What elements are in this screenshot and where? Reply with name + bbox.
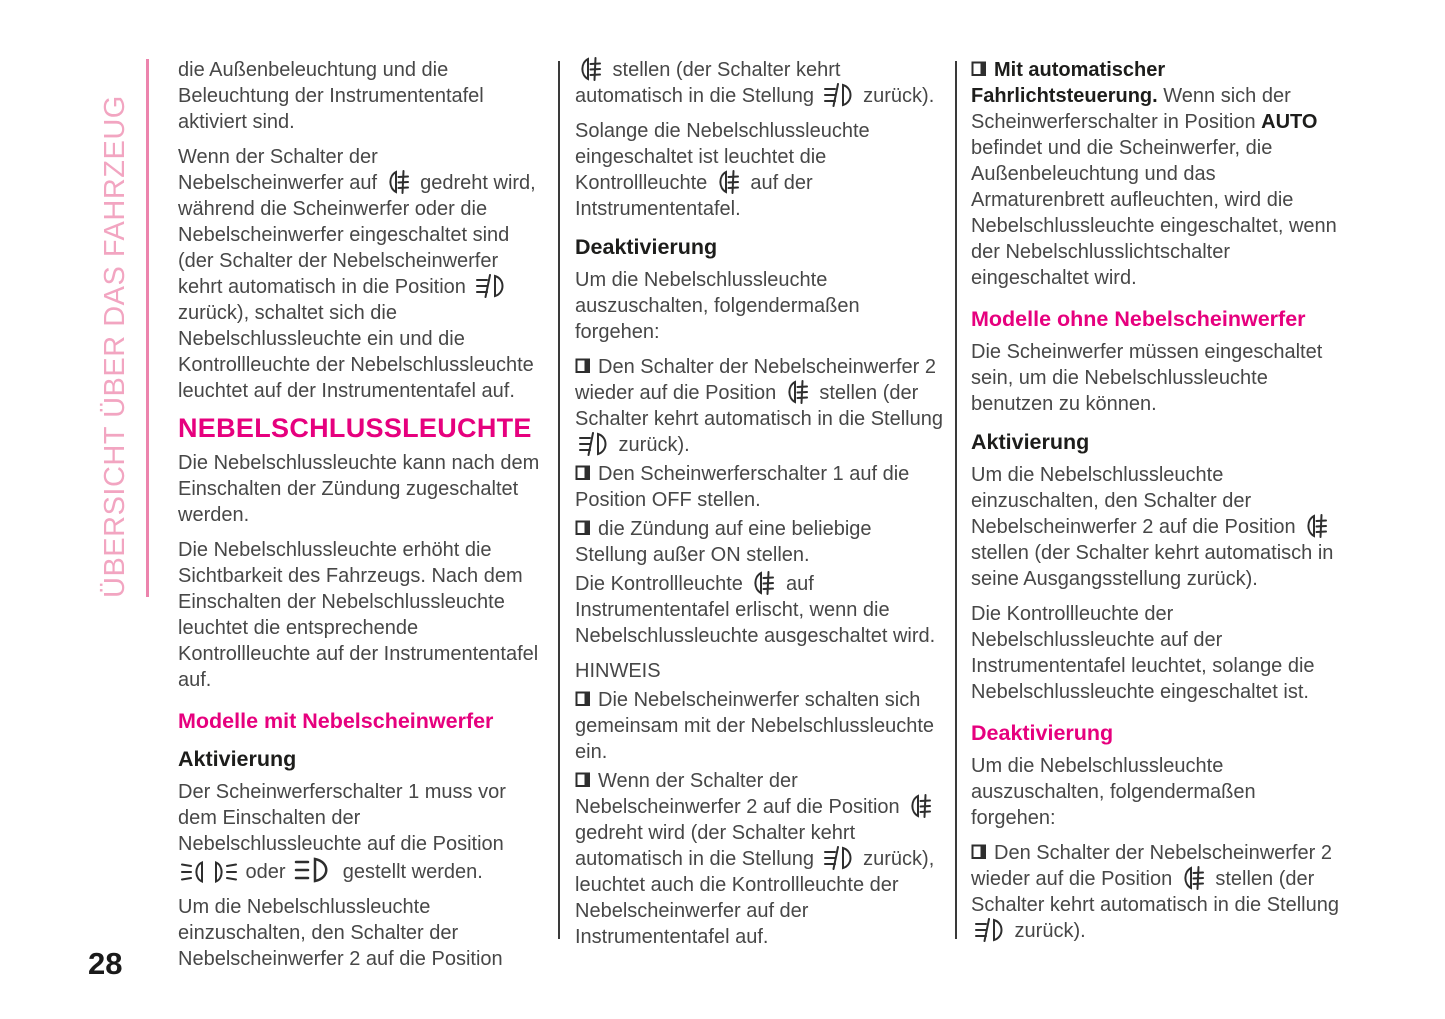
text-run: Wenn der Schalter der Nebelscheinwerfer auf xyxy=(178,146,383,194)
front-fog-icon xyxy=(974,918,1006,942)
text-column-3 xyxy=(971,57,1339,947)
text-run: NEBELSCHLUSSLEUCHTE xyxy=(178,413,532,443)
rear-fog-icon xyxy=(751,571,777,595)
front-fog-icon xyxy=(578,432,610,456)
bullet-icon xyxy=(575,520,591,536)
text-run: Um die Nebelschlussleuchte einzuschalten, den Schalter der Nebelscheinwerfer 2 auf die Position xyxy=(971,464,1302,538)
text-run: Der Scheinwerferschalter 1 muss vor dem Einschalten der Nebelschlussleuchte auf die Position xyxy=(178,781,506,855)
text-run: gedreht wird, während die Scheinwerfer oder die Nebelscheinwerfer eingeschaltet sind (der Schalter der Nebelscheinwerfer kehrt automatisch in die Position xyxy=(178,172,536,298)
subsection-title xyxy=(178,708,544,734)
rear-fog-icon xyxy=(908,794,934,818)
text-run: Aktivierung xyxy=(178,747,297,771)
text-column-1 xyxy=(178,57,544,981)
text-run: stellen (der Schalter kehrt automatisch in die Stellung xyxy=(971,868,1339,916)
paragraph xyxy=(971,339,1339,417)
text-run: zurück), leuchtet auch die Kontrollleuchte der Nebelscheinwerfer auf der Instrumententafel auf. xyxy=(575,848,935,948)
paragraph xyxy=(178,779,544,885)
text-run: Die Nebelschlussleuchte kann nach dem Einschalten der Zündung zugeschaltet werden. xyxy=(178,452,540,526)
column-divider xyxy=(558,61,560,939)
paragraph xyxy=(971,601,1339,705)
text-run: die Zündung auf eine beliebige Stellung außer ON stellen. xyxy=(575,518,872,566)
bullet-icon xyxy=(575,772,591,788)
rear-fog-icon xyxy=(716,170,742,194)
sidebar-accent-line xyxy=(146,59,149,597)
text-run: Mit automatischer Fahrlichtsteuerung. xyxy=(971,59,1166,107)
text-run: AUTO xyxy=(1261,111,1318,133)
bullet-item xyxy=(575,516,943,568)
bullet-item xyxy=(575,461,943,513)
bullet-item xyxy=(971,840,1339,944)
paragraph xyxy=(575,267,943,345)
page-number: 28 xyxy=(88,946,123,981)
paragraph xyxy=(971,753,1339,831)
rear-fog-icon xyxy=(1181,866,1207,890)
bullet-item xyxy=(575,354,943,458)
text-run: Um die Nebelschlussleuchte einzuschalten, den Schalter der Nebelscheinwerfer 2 auf die Position xyxy=(178,896,503,970)
subheading xyxy=(178,746,544,772)
text-run: gedreht wird (der Schalter kehrt automatisch in die Stellung xyxy=(575,822,856,870)
subheading xyxy=(575,234,943,260)
text-run: zurück). xyxy=(1009,920,1086,942)
bullet-icon xyxy=(575,358,591,374)
text-run: Modelle mit Nebelscheinwerfer xyxy=(178,709,494,733)
subsection-title xyxy=(971,720,1339,746)
bullet-icon xyxy=(971,844,987,860)
text-run: Deaktivierung xyxy=(575,235,718,259)
text-run: Den Schalter der Nebelscheinwerfer 2 wieder auf die Position xyxy=(971,842,1332,890)
text-column-2 xyxy=(575,57,943,953)
text-run: Wenn der Schalter der Nebelscheinwerfer 2 auf die Position xyxy=(575,770,906,818)
text-run: Die Kontrollleuchte der Nebelschlussleuchte auf der Instrumententafel leuchtet, solange die Nebelschlussleuchte eingeschaltet ist. xyxy=(971,603,1315,703)
rear-fog-icon xyxy=(386,170,412,194)
rear-fog-icon xyxy=(578,57,604,81)
front-fog-icon xyxy=(823,83,855,107)
text-run: zurück), schaltet sich die Nebelschlussleuchte ein und die Kontrollleuchte der Nebelschlussleuchte leuchtet auf der Instrumententafel auf. xyxy=(178,302,534,402)
text-run: Um die Nebelschlussleuchte auszuschalten, folgendermaßen forgehen: xyxy=(971,755,1256,829)
text-run: zurück). xyxy=(613,434,690,456)
bullet-icon xyxy=(971,61,987,77)
text-run: Die Scheinwerfer müssen eingeschaltet sein, um die Nebelschlussleuchte benutzen zu können. xyxy=(971,341,1323,415)
paragraph xyxy=(575,57,943,109)
paragraph xyxy=(575,118,943,222)
text-run: stellen (der Schalter kehrt automatisch in die Stellung xyxy=(575,382,943,430)
text-run: Die Nebelscheinwerfer schalten sich gemeinsam mit der Nebelschlussleuchte ein. xyxy=(575,689,935,763)
text-run: zurück). xyxy=(857,85,935,107)
text-run: die Außenbeleuchtung und die Beleuchtung der Instrumententafel aktiviert sind. xyxy=(178,59,484,133)
bullet-item xyxy=(971,57,1339,291)
text-run: auf Instrumententafel erlischt, wenn die Nebelschlussleuchte ausgeschaltet wird. xyxy=(575,573,936,647)
paragraph xyxy=(178,57,544,135)
subheading xyxy=(971,429,1339,455)
text-run: Deaktivierung xyxy=(971,721,1114,745)
paragraph xyxy=(178,450,544,528)
rear-fog-icon xyxy=(785,380,811,404)
rear-fog-icon xyxy=(1304,514,1330,538)
text-run: Die Kontrollleuchte xyxy=(575,573,749,595)
column-divider xyxy=(955,61,957,939)
text-run: oder xyxy=(240,861,292,883)
text-run: Den Scheinwerferschalter 1 auf die Position OFF stellen. xyxy=(575,463,910,511)
bullet-icon xyxy=(575,691,591,707)
parking-lights-icon xyxy=(181,861,237,883)
bullet-item xyxy=(575,768,943,950)
text-run: Die Nebelschlussleuchte erhöht die Sichtbarkeit des Fahrzeugs. Nach dem Einschalten der Nebelschlussleuchte leuchtet die entsprechende Kontrollleuchte auf der Instrumententafel auf. xyxy=(178,539,539,691)
text-run: Aktivierung xyxy=(971,430,1090,454)
bullet-icon xyxy=(575,465,591,481)
paragraph xyxy=(178,144,544,404)
text-run: stellen (der Schalter kehrt automatisch in die Stellung xyxy=(575,59,841,107)
text-run: Den Schalter der Nebelscheinwerfer 2 wieder auf die Position xyxy=(575,356,936,404)
text-run: Wenn sich der Scheinwerferschalter in Position xyxy=(971,85,1291,133)
paragraph xyxy=(971,462,1339,592)
text-run: auf der Intstrumententafel. xyxy=(575,172,813,220)
low-beam-icon xyxy=(294,857,334,883)
paragraph xyxy=(575,571,943,649)
subsection-title xyxy=(971,306,1339,332)
text-run: stellen (der Schalter kehrt automatisch in seine Ausgangsstellung zurück). xyxy=(971,542,1334,590)
front-fog-icon xyxy=(823,846,855,870)
bullet-item xyxy=(575,687,943,765)
sidebar-chapter-title: ÜBERSICHT ÜBER DAS FAHRZEUG xyxy=(99,95,131,598)
text-run: gestellt werden. xyxy=(337,861,483,883)
paragraph xyxy=(178,537,544,693)
front-fog-icon xyxy=(475,274,507,298)
section-title xyxy=(178,413,544,444)
paragraph xyxy=(178,894,544,972)
text-run: Um die Nebelschlussleuchte auszuschalten, folgendermaßen forgehen: xyxy=(575,269,860,343)
text-run: Modelle ohne Nebelscheinwerfer xyxy=(971,307,1306,331)
text-run: befindet und die Scheinwerfer, die Außenbeleuchtung und das Armaturenbrett aufleuchten, wird die Nebelschlussleuchte eingeschaltet, wenn der Nebelschlusslichtschalter eingeschaltet wird. xyxy=(971,137,1337,289)
note-label xyxy=(575,658,943,684)
text-run: Solange die Nebelschlussleuchte eingeschaltet ist leuchtet die Kontrollleuchte xyxy=(575,120,870,194)
text-run: HINWEIS xyxy=(575,660,661,682)
